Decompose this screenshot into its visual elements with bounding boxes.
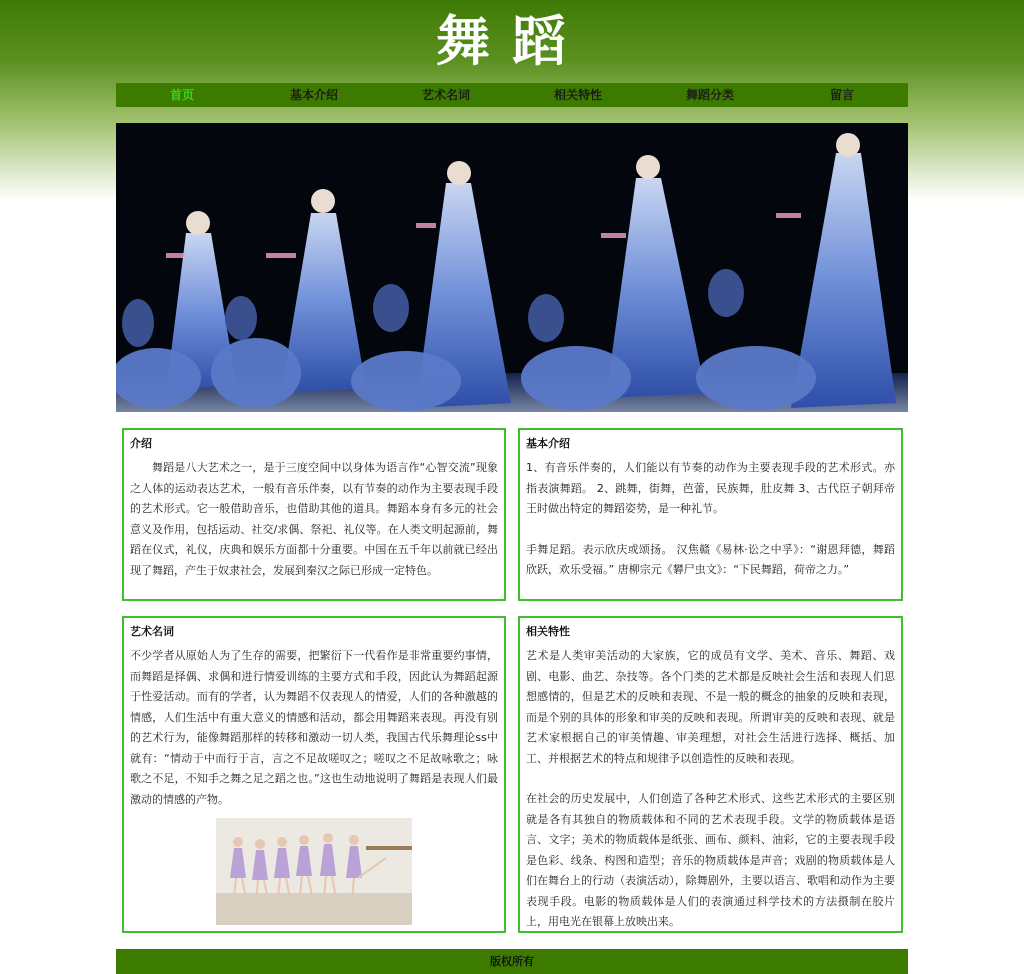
features-text-2: 在社会的历史发展中，人们创造了各种艺术形式、这些艺术形式的主要区别就是各有其独自的物质载体和不同的艺术表现手段。文学的物质载体是语言、文字；美术的物质载体是纸张、画布、颜料、油彩，它的主要表现手段是色彩、线条、构图和造型；音乐的物质载体是声音；戏剧的物质载体是人们在舞台上的行动（表演活动），除舞剧外，主要以语言、歌唱和动作为主要表现手段。电影的物质载体是人们的表演通过科学技术的方法摄制在胶片上，用电光在银幕上放映出来。 bbox=[526, 792, 895, 928]
ballet-class-image bbox=[216, 818, 412, 925]
nav-item-home[interactable]: 首页 bbox=[169, 88, 194, 102]
section-title-art: 艺术名词 bbox=[130, 625, 174, 638]
basic-intro-section bbox=[518, 428, 903, 601]
footer: 版权所有 bbox=[116, 949, 908, 974]
banner-image bbox=[116, 123, 908, 412]
section-title-basic: 基本介绍 bbox=[526, 437, 570, 450]
features-text-1: 艺术是人类审美活动的大家族，它的成员有文学、美术、音乐、舞蹈、戏剧、电影、曲艺、杂技等。各个门类的艺术都是反映社会生活和表现人们思想感情的，但是艺术的反映和表现、不是一般的概念的抽象的反映和表现，而是个别的具体的形象和审美的反映和表现。所谓审美的反映和表现、就是艺术家根据自己的审美情趣、审美理想，对社会生活进行选择、概括、加工、并根据艺术的特点和规律予以创造性的反映和表现。 bbox=[526, 649, 895, 765]
intro-text: 舞蹈是八大艺术之一，是于三度空间中以身体为语言作“心智交流”现象之人体的运动表达艺术，一般有音乐伴奏，以有节奏的动作为主要表现手段的艺术形式。它一般借助音乐，也借助其他的道具。舞蹈本身有多元的社会意义及作用，包括运动、社交/求偶、祭祀、礼仪等。在人类文明起源前，舞蹈在仪式，礼仪，庆典和娱乐方面都十分重要。中国在五千年以前就已经出现了舞蹈，产生于奴隶社会，发展到秦汉之际已形成一定特色。 bbox=[130, 461, 498, 577]
nav-item-art-terms[interactable]: 艺术名词 bbox=[421, 88, 470, 102]
basic-text-2: 手舞足蹈。表示欣庆或颂扬。 汉焦赣《易林·讼之中孚》：“谢恩拜德，舞蹈欣跃，欢乐受福。” 唐柳宗元《礬尸虫文》：“下民舞蹈，荷帝之力。” bbox=[526, 542, 895, 576]
section-title-features: 相关特性 bbox=[526, 625, 570, 638]
nav-item-features[interactable]: 相关特性 bbox=[553, 88, 602, 102]
nav-item-message[interactable]: 留言 bbox=[829, 88, 854, 102]
features-section bbox=[518, 616, 903, 933]
section-title-intro: 介绍 bbox=[130, 437, 152, 450]
intro-section bbox=[122, 428, 506, 601]
page-title: 舞蹈 bbox=[436, 9, 588, 73]
dancers-illustration bbox=[116, 123, 908, 412]
main-nav bbox=[116, 83, 908, 107]
art-text: 不少学者从原始人为了生存的需要，把繁衍下一代看作是非常重要约事情，而舞蹈是择偶、求偶和进行情爱训练的主要方式和手段，因此认为舞蹈起源于性爱活动。而有的学者，认为舞蹈不仅表现人的情爱，人们的各种激越的情感，人们生活中有重大意义的情感和活动，都会用舞蹈来表现。再没有别的艺术行为，能像舞蹈那样的转移和激动一切人类，我国古代乐舞理论ss中就有：“情动于中而行于言，言之不足故嗟叹之；嗟叹之不足故咏歌之；咏歌之不足，不知手之舞之足之蹈之也。”这也生动地说明了舞蹈是表现人们最激动的情感的产物。 bbox=[130, 649, 498, 806]
basic-text-1: 1、有音乐伴奏的，人们能以有节奏的动作为主要表现手段的艺术形式。亦指表演舞蹈。 2、跳舞，街舞，芭蕾，民族舞，肚皮舞 3、古代臣子朝拜帝王时做出特定的舞蹈姿势，是一种礼节。 bbox=[526, 461, 895, 515]
art-terms-section bbox=[122, 616, 506, 933]
nav-item-dance-types[interactable]: 舞蹈分类 bbox=[685, 88, 734, 102]
nav-item-basic-intro[interactable]: 基本介绍 bbox=[289, 88, 338, 102]
